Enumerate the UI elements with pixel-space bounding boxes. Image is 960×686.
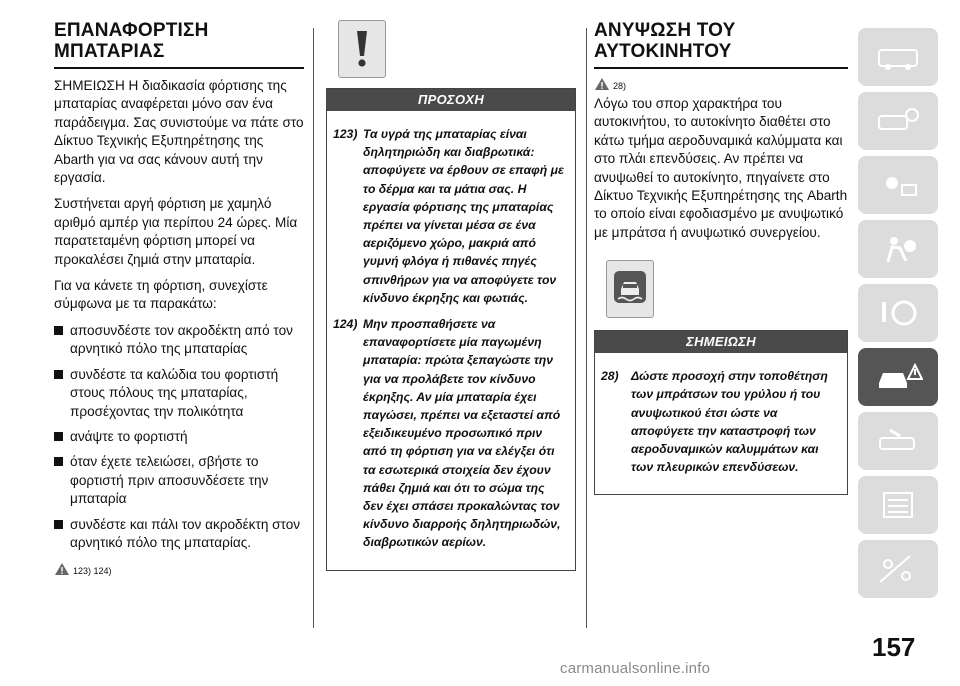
bullet-square-icon: [54, 520, 63, 529]
warning-triangle-icon: [54, 562, 70, 576]
lifting-paragraph: Λόγω του σπορ χαρακτήρα του αυτοκινήτου, το αυτοκίνητο διαθέτει στο κάτω τμήμα αεροδυναμικά καλύμματα και στο πλάι επενδύσεις. Αν πρέπει να ανυψωθεί το αυτοκίνητο, πηγαίνετε στο Δίκτυο Τεχνικής Εξυπηρέτησης της Abarth το οποίο είναι εφοδιασμένο με ανυψωτικό με μπράτσα ή ανυψωτικό συνεργείου.: [594, 96, 848, 240]
section-title-battery: [54, 20, 304, 62]
sun-icon: [876, 170, 920, 200]
list-item: συνδέστε και πάλι τον ακροδέκτη στον αρνητικό πόλο της μπαταρίας.: [54, 516, 304, 553]
list-item: συνδέστε τα καλώδια του φορτιστή στους πόλους της μπαταρίας, προσέχοντας την πολικότητα: [54, 366, 304, 421]
title-line-1: ΕΠΑΝΑΦΟΡΤΙΣΗ: [54, 20, 209, 41]
title-line-2: ΑΥΤΟΚΙΝΗΤΟΥ: [594, 41, 732, 62]
note-reference: 28): [594, 77, 848, 91]
note-icon-box: [606, 260, 654, 318]
bullet-square-icon: [54, 370, 63, 379]
steering-wheel-icon: [876, 298, 920, 328]
car-breakdown-icon: [873, 359, 923, 395]
warning-icon-wrap: [326, 20, 576, 78]
chapter-tabs: [858, 28, 938, 604]
tab-technical-data[interactable]: [858, 476, 938, 534]
vehicle-lifting-section: [594, 20, 848, 495]
bullet-square-icon: [54, 432, 63, 441]
bullet-square-icon: [54, 457, 63, 466]
note-item-28: 28) Δώστε προσοχή στην τοποθέτηση των μπράτσων του γρύλου ή του ανυψωτικού έτσι ώστε να αποφύγετε την καταστροφή των αεροδυναμικών καλυμμάτων και των πλευρικών επενδύσεων.: [601, 369, 828, 475]
warning-title-bar: ΠΡΟΣΟΧΗ: [327, 89, 575, 111]
procedure-intro: Για να κάνετε τη φόρτιση, συνεχίστε σύμφωνα με τα παρακάτω:: [54, 278, 268, 312]
tab-driving[interactable]: [858, 284, 938, 342]
recommendation-paragraph: Συστήνεται αργή φόρτιση με χαμηλό αριθμό αμπέρ για περίπου 24 ώρες. Μία παρατεταμένη φόρτιση μπορεί να προκαλέσει ζημιά στην μπαταρία.: [54, 196, 298, 267]
warning-section: [326, 20, 576, 571]
note-icon-wrap: [594, 260, 848, 318]
section-title-lifting: [594, 20, 848, 62]
note-text: [595, 353, 847, 494]
tab-index[interactable]: [858, 540, 938, 598]
note-title-bar: ΣΗΜΕΙΩΣΗ: [595, 331, 847, 353]
note-paragraph: ΣΗΜΕΙΩΣΗ Η διαδικασία φόρτισης της μπαταρίας αναφέρεται μόνο σαν ένα παράδειγμα. Σας συνιστούμε να πάτε στο Δίκτυο Τεχνικής Εξυπηρέτησης της Abarth για να σας κάνουν αυτή την εργασία.: [54, 78, 304, 186]
car-icon: [876, 42, 920, 72]
note-box: [594, 330, 848, 495]
tab-lights[interactable]: [858, 156, 938, 214]
wrench-car-icon: [876, 426, 920, 456]
warning-reference: 123) 124): [54, 562, 304, 576]
battery-charging-section: [54, 20, 304, 576]
index-icon: [876, 552, 920, 586]
slippery-car-icon: [612, 269, 648, 309]
heading-rule: [54, 67, 304, 69]
page-number: 157: [872, 632, 916, 662]
warning-box: [326, 88, 576, 571]
list-item: ανάψτε το φορτιστή: [54, 428, 304, 446]
heading-rule: [594, 67, 848, 69]
car-info-icon: [876, 106, 920, 136]
bullet-square-icon: [54, 326, 63, 335]
list-item: όταν έχετε τελειώσει, σβήστε το φορτιστή πριν αποσυνδέσετε την μπαταρία: [54, 453, 304, 508]
exclamation-icon: [351, 29, 373, 69]
watermark: carmanualsonline.info: [560, 660, 711, 677]
tab-maintenance[interactable]: [858, 412, 938, 470]
tab-car-info[interactable]: [858, 92, 938, 150]
column-divider: [313, 28, 314, 628]
warning-triangle-icon: [594, 77, 610, 91]
settings-list-icon: [876, 490, 920, 520]
title-line-2: ΜΠΑΤΑΡΙΑΣ: [54, 41, 165, 62]
column-divider: [586, 28, 587, 628]
airbag-icon: [876, 234, 920, 264]
warning-text: [327, 111, 575, 570]
warning-item-123: 123) Τα υγρά της μπαταρίας είναι δηλητηριώδη και διαβρωτικά: αποφύγετε να έρθουν σε επαφή με το δέρμα και τα μάτια σας. Η εργασία φόρτισης της μπαταρίας πρέπει να γίνεται μέσα σε ένα αεριζόμενο χώρο, μακριά από γυμνή φλόγα ή πιθανές πηγές σπινθήρων για να αποφύγετε τον κίνδυνο έκρηξης και φωτιάς.: [333, 127, 564, 305]
tab-emergency[interactable]: [858, 348, 938, 406]
warning-icon-box: [338, 20, 386, 78]
tab-safety[interactable]: [858, 220, 938, 278]
tab-dashboard[interactable]: [858, 28, 938, 86]
title-line-1: ΑΝΥΨΩΣΗ ΤΟΥ: [594, 20, 736, 41]
list-item: αποσυνδέστε τον ακροδέκτη από τον αρνητικό πόλο της μπαταρίας: [54, 322, 304, 359]
warning-item-124: 124) Μην προσπαθήσετε να επαναφορτίσετε μία παγωμένη μπαταρία: πρώτα ξεπαγώστε την για να προλάβετε τον κίνδυνο έκρηξης. Αν μία μπαταρία έχει παγώσει, πρέπει να εξεταστεί από εξειδικευμένο προσωπικό πριν από τη φόρτιση για να ελέγξει ότι τα εσωτερικά στοιχεία δεν έχουν πάθει ζημιά και ότι το σώμα της δεν έχει σπάσει προκαλώντας τον κίνδυνο διαρροής δηλητηριωδών, διαβρωτικών αερίων.: [333, 317, 561, 550]
